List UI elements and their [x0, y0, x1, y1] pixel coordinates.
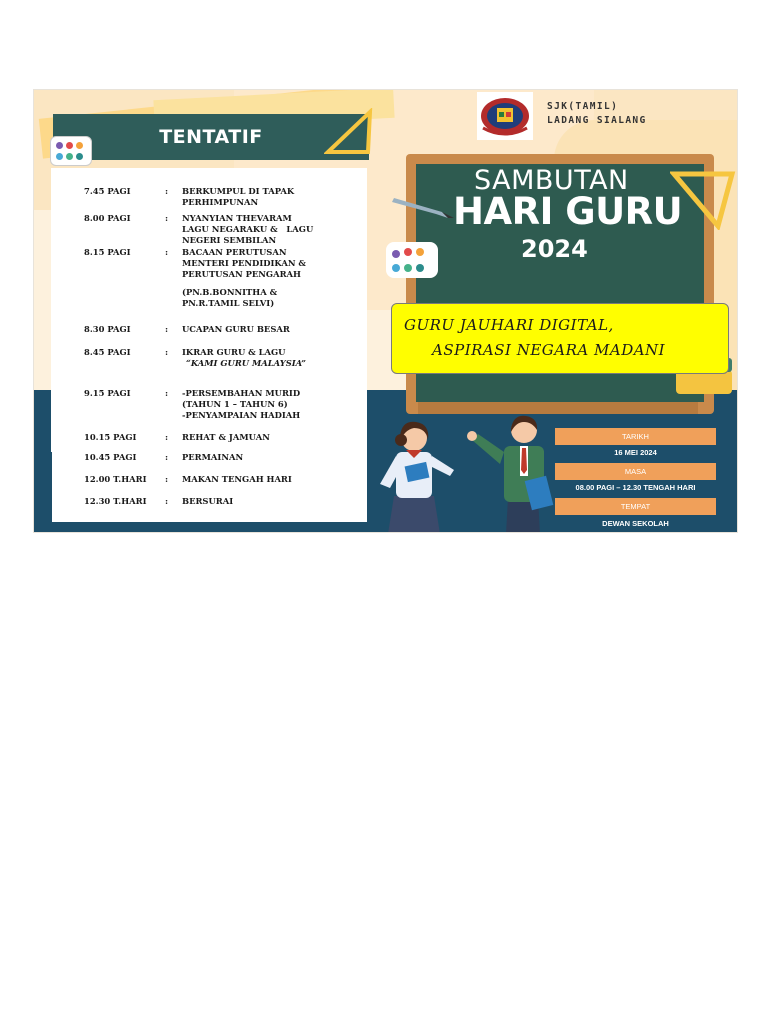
- school-name-line2: LADANG SIALANG: [547, 115, 647, 126]
- schedule-time: 8.00 PAGI: [84, 213, 131, 223]
- school-name: [547, 100, 647, 128]
- schedule-activity: [182, 474, 362, 485]
- schedule-activity: [182, 186, 362, 208]
- background-navy-strip: [34, 452, 52, 533]
- schedule-time: 7.45 PAGI: [84, 186, 131, 196]
- school-logo: [477, 92, 533, 140]
- date-label: TARIKH: [555, 428, 716, 445]
- school-crest-icon: [477, 92, 533, 140]
- schedule-activity: [182, 496, 362, 507]
- theme-box: [391, 303, 729, 374]
- schedule-separator: :: [165, 474, 169, 484]
- schedule-separator: :: [165, 347, 169, 357]
- activity-line: NEGERI SEMBILAN: [182, 235, 277, 245]
- time-value: 08.00 PAGI – 12.30 TENGAH HARI: [575, 483, 696, 492]
- schedule-separator: :: [165, 324, 169, 334]
- schedule-time: 10.45 PAGI: [84, 452, 137, 462]
- schedule-activity: [182, 213, 362, 246]
- school-name-line1: SJK(TAMIL): [547, 101, 619, 112]
- schedule-activity: [182, 452, 362, 463]
- schedule-activity: [182, 324, 362, 335]
- schedule-activity: [182, 347, 362, 369]
- venue-label: TEMPAT: [555, 498, 716, 515]
- female-teacher-figure: [380, 422, 454, 533]
- schedule-panel: [51, 168, 367, 522]
- schedule-time: 8.15 PAGI: [84, 247, 131, 257]
- paint-palette-icon: [386, 242, 438, 278]
- activity-line: -PERSEMBAHAN MURID: [182, 388, 301, 398]
- schedule-separator: :: [165, 388, 169, 398]
- activity-line: BACAAN PERUTUSAN: [182, 247, 287, 257]
- activity-line: IKRAR GURU & LAGU: [182, 347, 286, 357]
- pencil-icon: [392, 194, 456, 220]
- schedule-time: 9.15 PAGI: [84, 388, 131, 398]
- schedule-activity: [182, 432, 362, 443]
- activity-line: -PENYAMPAIAN HADIAH: [182, 410, 301, 420]
- schedule-separator: :: [165, 186, 169, 196]
- board-title-line1: SAMBUTAN: [474, 165, 629, 196]
- schedule-separator: :: [165, 496, 169, 506]
- activity-line: (PN.B.BONNITHA &: [182, 287, 278, 297]
- activity-line: PERHIMPUNAN: [182, 197, 259, 207]
- activity-line: PERUTUSAN PENGARAH: [182, 269, 301, 279]
- activity-line: PERMAINAN: [182, 452, 244, 462]
- venue-value: DEWAN SEKOLAH: [602, 519, 669, 528]
- schedule-time: 12.30 T.HARI: [84, 496, 147, 506]
- schedule-time: 8.30 PAGI: [84, 324, 131, 334]
- theme-line2: ASPIRASI NEGARA MADANI: [432, 341, 666, 359]
- theme-line1: GURU JAUHARI DIGITAL,: [404, 316, 614, 334]
- time-label: MASA: [555, 463, 716, 480]
- tentatif-banner: [53, 114, 369, 160]
- paint-palette-icon: [50, 136, 92, 166]
- schedule-activity: [182, 247, 362, 309]
- activity-line: MAKAN TENGAH HARI: [182, 474, 292, 484]
- schedule-separator: :: [165, 213, 169, 223]
- activity-line: UCAPAN GURU BESAR: [182, 324, 290, 334]
- date-value: 16 MEI 2024: [614, 448, 657, 457]
- event-flyer: [33, 89, 738, 533]
- schedule-time: 8.45 PAGI: [84, 347, 131, 357]
- activity-line: MENTERI PENDIDIKAN &: [182, 258, 306, 268]
- male-teacher-figure: [467, 416, 553, 533]
- schedule-separator: :: [165, 247, 169, 257]
- activity-line: REHAT & JAMUAN: [182, 432, 270, 442]
- activity-line: NYANYIAN THEVARAM: [182, 213, 292, 223]
- schedule-separator: :: [165, 452, 169, 462]
- set-square-icon: [324, 108, 374, 156]
- board-year: 2024: [521, 235, 588, 263]
- schedule-time: 10.15 PAGI: [84, 432, 137, 442]
- schedule-separator: :: [165, 432, 169, 442]
- schedule-activity: [182, 388, 362, 421]
- activity-line: “KAMI GURU MALAYSIA”: [186, 358, 306, 368]
- tentatif-title: TENTATIF: [159, 126, 263, 148]
- teachers-illustration: [374, 412, 554, 533]
- activity-line: BERKUMPUL DI TAPAK: [182, 186, 295, 196]
- activity-line: PN.R.TAMIL SELVI): [182, 298, 275, 308]
- activity-line: LAGU NEGARAKU & LAGU: [182, 224, 314, 234]
- board-title-line2: HARI GURU: [453, 190, 683, 233]
- schedule-time: 12.00 T.HARI: [84, 474, 147, 484]
- activity-line: (TAHUN 1 – TAHUN 6): [182, 399, 288, 409]
- activity-line: BERSURAI: [182, 496, 234, 506]
